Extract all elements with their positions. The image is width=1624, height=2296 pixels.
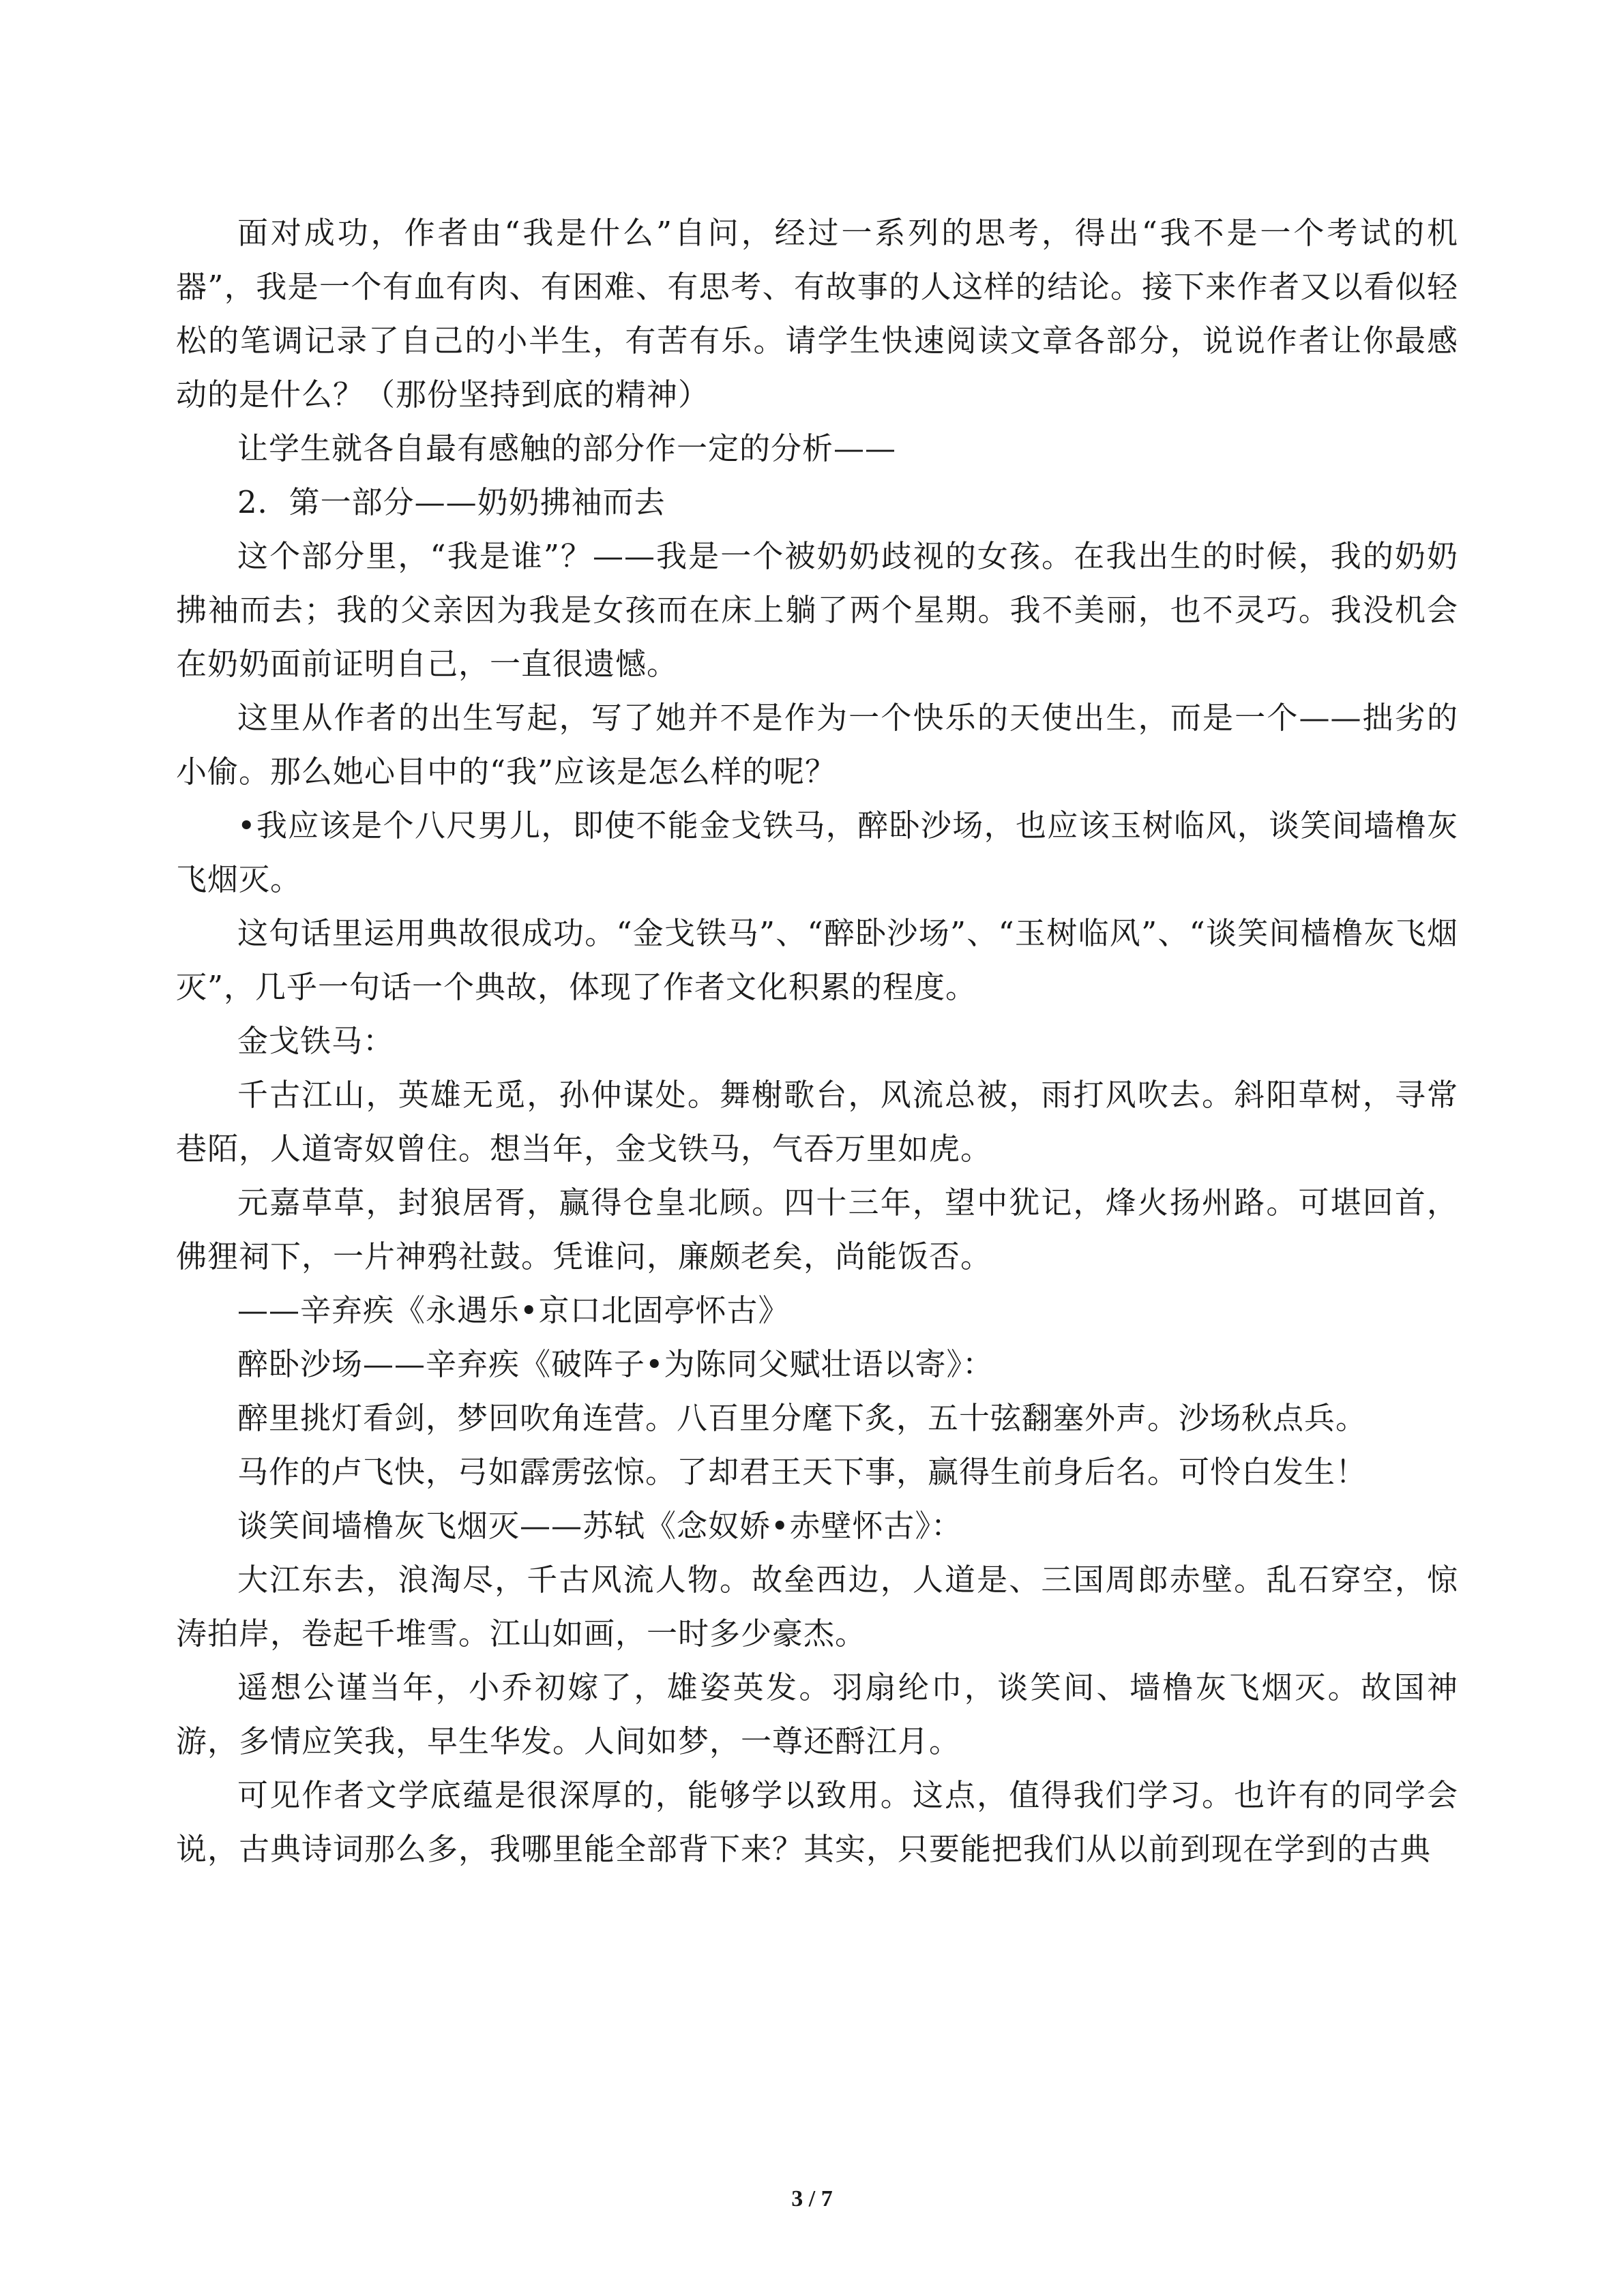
allusion-heading-jingetiema: 金戈铁马： [237,1023,395,1059]
paragraph-intro: 面对成功，作者由“我是什么”自问，经过一系列的思考，得出“我不是一个考试的机器”，我是一个有血有肉、有困难、有思考、有故事的人这样的结论。接下来作者又以看似轻松的笔调记录了自己的小半生，有苦有乐。请学生快速阅读文章各部分，说说作者让你最感动的是什么？（那份坚持到底的精神） [176,215,1458,413]
section-heading-part-one: 2．第一部分——奶奶拂袖而去 [237,484,666,520]
poem-yongyule-stanza-1: 千古江山，英雄无觅，孙仲谋处。舞榭歌台，风流总被，雨打风吹去。斜阳草树，寻常巷陌，人道寄奴曾住。想当年，金戈铁马，气吞万里如虎。 [176,1077,1458,1167]
page-number: 3 / 7 [791,2186,833,2211]
allusion-heading-tanxiaojian: 谈笑间墙橹灰飞烟灭——苏轼《念奴娇•赤壁怀古》： [237,1508,963,1544]
poem-yongyule-attribution: ——辛弃疾《永遇乐•京口北固亭怀古》 [237,1292,790,1328]
poem-pozhenzi-line-2: 马作的卢飞快，弓如霹雳弦惊。了却君王天下事，赢得生前身后名。可怜白发生！ [237,1454,1368,1490]
paragraph-conclusion: 可见作者文学底蕴是很深厚的，能够学以致用。这点，值得我们学习。也许有的同学会说，古典诗词那么多，我哪里能全部背下来？其实，只要能把我们从以前到现在学到的古典 [176,1777,1458,1867]
poem-pozhenzi-line-1: 醉里挑灯看剑，梦回吹角连营。八百里分麾下炙，五十弦翻塞外声。沙场秋点兵。 [237,1400,1368,1436]
poem-niannujiao-stanza-2: 遥想公谨当年，小乔初嫁了，雄姿英发。羽扇纶巾，谈笑间、墙橹灰飞烟灭。故国神游，多情应笑我，早生华发。人间如梦，一尊还酹江月。 [176,1669,1458,1759]
body-text [176,206,1458,1876]
poem-niannujiao-stanza-1: 大江东去，浪淘尽，千古风流人物。故垒西边，人道是、三国周郎赤壁。乱石穿空，惊涛拍岸，卷起千堆雪。江山如画，一时多少豪杰。 [176,1562,1458,1652]
paragraph-birth: 这里从作者的出生写起，写了她并不是作为一个快乐的天使出生，而是一个——拙劣的小偷。那么她心目中的“我”应该是怎么样的呢？ [176,700,1458,790]
poem-yongyule-stanza-2: 元嘉草草，封狼居胥，赢得仓皇北顾。四十三年，望中犹记，烽火扬州路。可堪回首，佛狸祠下，一片神鸦社鼓。凭谁问，廉颇老矣，尚能饭否。 [176,1184,1458,1274]
allusion-heading-zuiwoshachang: 醉卧沙场——辛弃疾《破阵子•为陈同父赋壮语以寄》： [237,1346,994,1382]
paragraph-analysis-prompt: 让学生就各自最有感触的部分作一定的分析—— [237,430,897,466]
bullet-quote: •我应该是个八尺男儿，即使不能金戈铁马，醉卧沙场，也应该玉树临风，谈笑间墙橹灰飞烟灭。 [176,807,1458,897]
paragraph-allusions: 这句话里运用典故很成功。“金戈铁马”、“醉卧沙场”、“玉树临风”、“谈笑间樯橹灰飞烟灭”，几乎一句话一个典故，体现了作者文化积累的程度。 [176,915,1458,1005]
paragraph-who-am-i: 这个部分里，“我是谁”？——我是一个被奶奶歧视的女孩。在我出生的时候，我的奶奶拂袖而去；我的父亲因为我是女孩而在床上躺了两个星期。我不美丽，也不灵巧。我没机会在奶奶面前证明自己，一直很遗憾。 [176,538,1458,682]
